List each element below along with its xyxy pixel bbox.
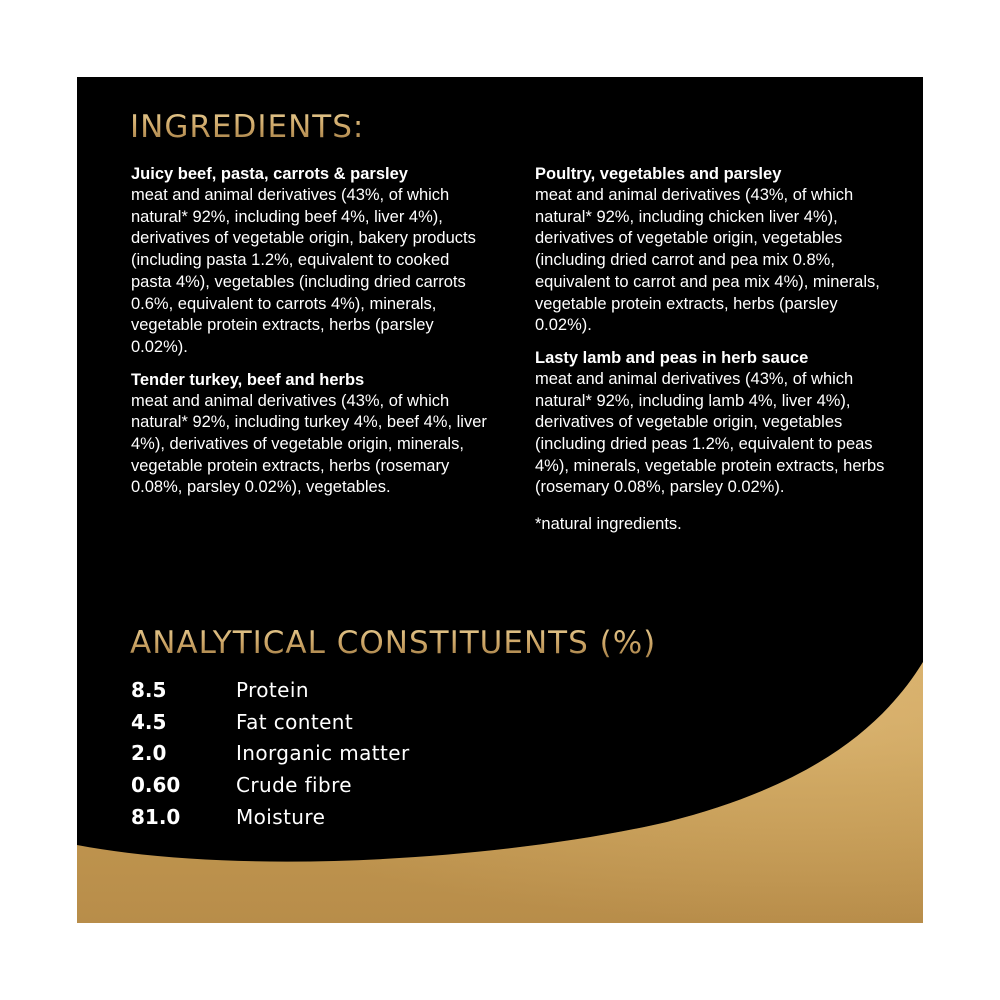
recipe-poultry-vegetables <box>535 163 895 337</box>
constituent-value: 8.5 <box>131 677 167 702</box>
constituent-label: Moisture <box>236 804 326 829</box>
constituent-row <box>131 737 410 769</box>
recipe-ingredients: meat and animal derivatives (43%, of which natural* 92%, including chicken liver 4%), derivatives of vegetable origin, vegetables (including dried carrot and pea mix 0.8%, equivalent to carrot and pea mix 4%), minerals, vegetable protein extracts, herbs (parsley 0.02%). <box>535 186 880 335</box>
constituent-label: Inorganic matter <box>236 741 410 766</box>
recipe-ingredients: meat and animal derivatives (43%, of which natural* 92%, including lamb 4%, liver 4%), derivatives of vegetable origin, vegetables (including dried peas 1.2%, equivalent to peas 4%), minerals, vegetable protein extracts, herbs (rosemary 0.08%, parsley 0.02%). <box>535 369 885 497</box>
constituent-row <box>131 801 410 833</box>
ingredients-column-left <box>131 163 491 509</box>
constituent-label: Fat content <box>236 709 354 734</box>
constituent-value: 4.5 <box>131 709 167 734</box>
recipe-name: Tender turkey, beef and herbs <box>131 370 365 389</box>
constituent-label: Protein <box>236 677 309 702</box>
recipe-beef-pasta <box>131 163 491 359</box>
ingredients-panel <box>77 77 923 923</box>
constituent-value: 0.60 <box>131 772 181 797</box>
constituent-value: 81.0 <box>131 804 181 829</box>
recipe-ingredients: meat and animal derivatives (43%, of which natural* 92%, including beef 4%, liver 4%), derivatives of vegetable origin, bakery products (including pasta 1.2%, equivalent to cooked pasta 4%), vegetables (including dried carrots 0.6%, equivalent to carrots 4%), minerals, vegetable protein extracts, herbs (parsley 0.02%). <box>131 186 476 356</box>
recipe-name: Juicy beef, pasta, carrots & parsley <box>131 165 408 183</box>
constituent-label: Crude fibre <box>236 772 353 797</box>
analytical-constituents-table <box>131 674 410 832</box>
natural-ingredients-footnote: *natural ingredients. <box>535 515 682 534</box>
constituent-row <box>131 674 410 706</box>
ingredients-column-right <box>535 163 895 535</box>
recipe-name: Lasty lamb and peas in herb sauce <box>535 348 809 367</box>
constituent-value: 2.0 <box>131 741 167 766</box>
analytical-constituents-heading: ANALYTICAL CONSTITUENTS (%) <box>130 625 657 661</box>
constituent-row <box>131 769 410 801</box>
recipe-lamb-peas <box>535 347 895 499</box>
recipe-name: Poultry, vegetables and parsley <box>535 165 782 183</box>
recipe-turkey-beef <box>131 369 491 500</box>
ingredients-heading: INGREDIENTS: <box>130 109 365 145</box>
recipe-ingredients: meat and animal derivatives (43%, of which natural* 92%, including turkey 4%, beef 4%, liver 4%), derivatives of vegetable origin, minerals, vegetable protein extracts, herbs (rosemary 0.08%, parsley 0.02%), vegetables. <box>131 391 487 497</box>
constituent-row <box>131 706 410 738</box>
